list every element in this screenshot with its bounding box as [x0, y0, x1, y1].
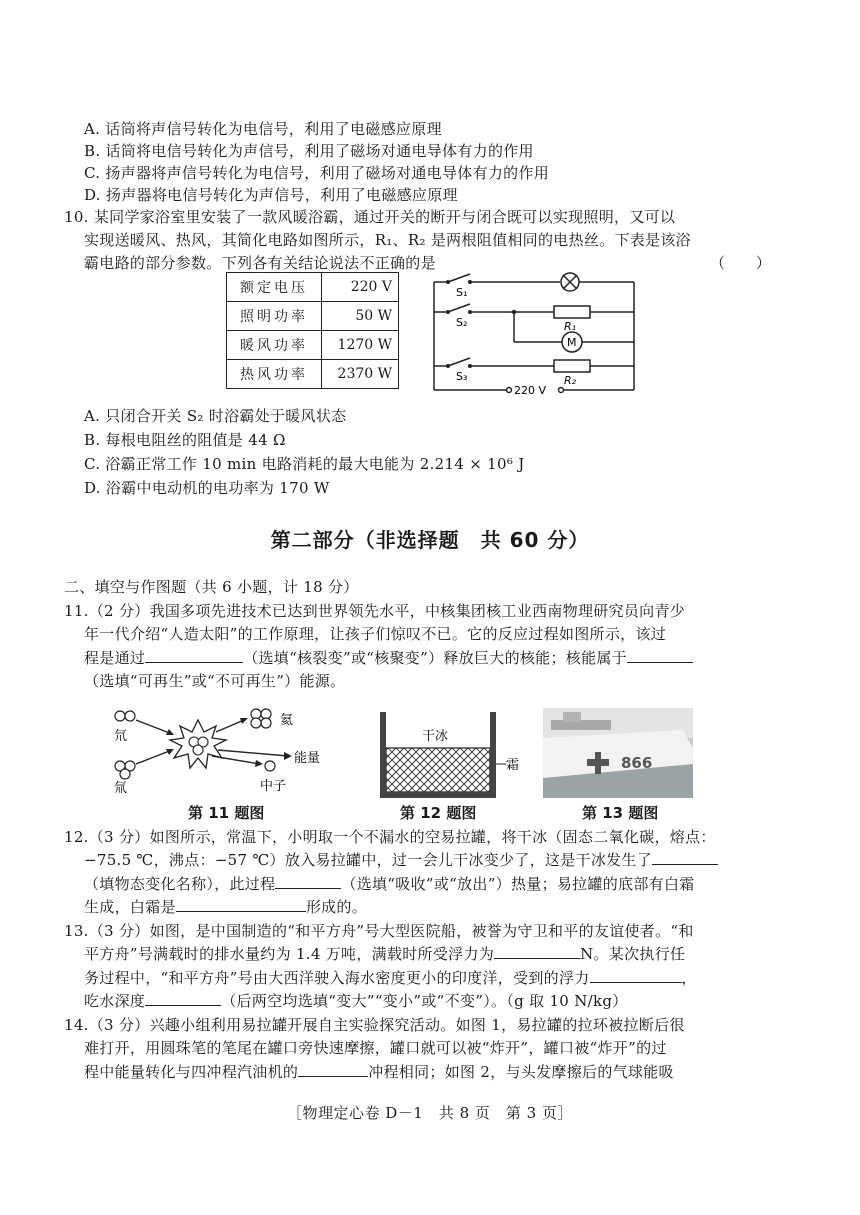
q13-line4-start: 吃水深度	[84, 992, 146, 1010]
fig12-caption: 第 12 题图	[400, 804, 477, 822]
q10-option-d: D. 浴霸中电动机的电功率为 170 W	[84, 479, 330, 497]
table-row	[227, 302, 399, 331]
q12-blank-2[interactable]	[275, 874, 341, 889]
q13-line4-end: （后两空均选填“变大”“变小”或“不变”）。（g 取 10 N/kg）	[221, 992, 628, 1010]
part2-header: 二、填空与作图题（共 6 小题，计 18 分）	[64, 578, 359, 596]
q9-option-c: C. 扬声器将声信号转化为电信号，利用了磁场对通电导体有力的作用	[84, 164, 550, 182]
fig11-fusion-diagram	[108, 706, 358, 796]
q13-blank-2[interactable]	[590, 968, 682, 983]
param-label: 暖风功率	[227, 331, 322, 360]
tritium-label: 氚	[114, 781, 128, 796]
q12-line4-start: 生成，白霜是	[84, 898, 176, 916]
param-value: 2370 W	[322, 360, 399, 389]
table-row	[227, 273, 399, 302]
deuterium-label: 氘	[114, 729, 128, 744]
q11-blank-1[interactable]	[145, 648, 243, 663]
supply-voltage-label: 220 V	[514, 384, 547, 397]
q13-line2	[84, 944, 685, 964]
ship-hull-number: 866	[621, 754, 653, 772]
q12-blank-1[interactable]	[652, 850, 718, 865]
fig13-ship-photo	[543, 708, 693, 798]
fig11-caption: 第 11 题图	[188, 804, 265, 822]
q11-line4: （选填“可再生”或“不可再生”）能源。	[84, 672, 346, 690]
q12-blank-3[interactable]	[176, 897, 306, 912]
q10-option-a: A. 只闭合开关 S₂ 时浴霸处于暖风状态	[84, 407, 347, 425]
fig13-caption: 第 13 题图	[582, 804, 659, 822]
q14-line3-end: 冲程相同；如图 2，与头发摩擦后的气球能吸	[368, 1063, 674, 1081]
q10-parameter-table	[226, 272, 399, 389]
q13-line3-start: 务过程中，“和平方舟”号由大西洋驶入海水密度更小的印度洋，受到的浮力	[84, 969, 590, 987]
q12-line1: 12.（3 分）如图所示，常温下，小明取一个不漏水的空易拉罐，将干冰（固态二氧化碳，熔点：	[64, 828, 716, 846]
q14-blank-1[interactable]	[298, 1062, 368, 1077]
q12-line2-start: −75.5 ℃，沸点：−57 ℃）放入易拉罐中，过一会儿干冰变少了，这是干冰发生了	[84, 851, 653, 869]
q9-option-b: B. 话筒将电信号转化为声信号，利用了磁场对通电导体有力的作用	[84, 142, 534, 160]
param-value: 1270 W	[322, 331, 399, 360]
q10-stem-line1: 10. 某同学家浴室里安装了一款风暖浴霸，通过开关的断开与闭合既可以实现照明，又可以	[64, 208, 676, 226]
param-label: 照明功率	[227, 302, 322, 331]
switch-s2-label: S₂	[456, 316, 468, 329]
q14-line1: 14.（3 分）兴趣小组利用易拉罐开展自主实验探究活动。如图 1，易拉罐的拉环被拉断后很	[64, 1016, 685, 1034]
q10-answer-bracket: （ ）	[710, 254, 772, 272]
param-value: 50 W	[322, 302, 399, 331]
q10-circuit-diagram	[420, 270, 650, 402]
q14-line3-start: 程中能量转化与四冲程汽油机的	[84, 1063, 299, 1081]
q10-option-b: B. 每根电阻丝的阻值是 44 Ω	[84, 431, 286, 449]
q12-line4-end: 形成的。	[305, 898, 368, 916]
q11-line2: 年一代介绍“人造太阳”的工作原理，让孩子们惊叹不已。它的反应过程如图所示，该过	[84, 625, 667, 643]
q13-line3	[84, 968, 697, 988]
q10-stem-line3: 霸电路的部分参数。下列各有关结论说法不正确的是	[84, 254, 436, 272]
section-title: 第二部分（非选择题 共 60 分）	[270, 528, 590, 552]
table-row	[227, 331, 399, 360]
dry-ice-label: 干冰	[422, 729, 449, 744]
q12-line2	[84, 850, 718, 870]
q12-line4	[84, 897, 367, 917]
param-label: 热风功率	[227, 360, 322, 389]
q9-option-d: D. 扬声器将电信号转化为声信号，利用了电磁感应原理	[84, 186, 458, 204]
q11-blank-2[interactable]	[627, 648, 693, 663]
energy-label: 能量	[294, 751, 321, 766]
motor-label: M	[567, 336, 577, 349]
q13-blank-3[interactable]	[145, 991, 221, 1006]
helium-label: 氦	[280, 713, 294, 728]
param-label: 额定电压	[227, 273, 322, 302]
switch-s3-label: S₃	[456, 370, 468, 383]
q13-line2-start: 平方舟”号满载时的排水量约为 1.4 万吨，满载时所受浮力为	[84, 945, 495, 963]
q9-option-a: A. 话筒将声信号转化为电信号，利用了电磁感应原理	[84, 120, 442, 138]
fig12-can-diagram	[372, 708, 522, 800]
q11-line3-mid: （选填“核裂变”或“核聚变”）释放巨大的核能；核能属于	[243, 649, 627, 667]
page-footer: ［物理定心卷 D－1 共 8 页 第 3 页］	[287, 1104, 573, 1122]
resistor-r2-label: R₂	[564, 374, 577, 387]
q11-line3	[84, 648, 693, 668]
q14-line2: 难打开，用圆珠笔的笔尾在罐口旁快速摩擦，罐口就可以被“炸开”，罐口被“炸开”的过	[84, 1039, 667, 1057]
resistor-r1-label: R₁	[564, 320, 577, 333]
q11-line1: 11.（2 分）我国多项先进技术已达到世界领先水平，中核集团核工业西南物理研究员向青少	[64, 602, 686, 620]
neutron-label: 中子	[260, 779, 287, 794]
frost-label: 霜	[506, 758, 520, 773]
q13-line2-end: N。某次执行任	[580, 945, 686, 963]
q12-line3	[84, 874, 695, 894]
q12-line3-end: （选填“吸收”或“放出”）热量；易拉罐的底部有白霜	[341, 875, 695, 893]
q13-line4	[84, 991, 628, 1011]
param-value: 220 V	[322, 273, 399, 302]
q13-line3-end: ，	[681, 969, 697, 987]
q14-line3	[84, 1062, 674, 1082]
q11-line3-start: 程是通过	[84, 649, 146, 667]
table-row	[227, 360, 399, 389]
q10-option-c: C. 浴霸正常工作 10 min 电路消耗的最大电能为 2.214 × 10⁶ J	[84, 455, 525, 473]
switch-s1-label: S₁	[456, 286, 468, 299]
q13-line1: 13.（3 分）如图，是中国制造的“和平方舟”号大型医院船，被誉为守卫和平的友谊使者。“和	[64, 922, 694, 940]
q12-line3-start: （填物态变化名称），此过程	[84, 875, 276, 893]
q13-blank-1[interactable]	[494, 944, 580, 959]
q10-stem-line2: 实现送暖风、热风，其简化电路如图所示，R₁、R₂ 是两根阻值相同的电热丝。下表是该浴	[84, 231, 691, 249]
